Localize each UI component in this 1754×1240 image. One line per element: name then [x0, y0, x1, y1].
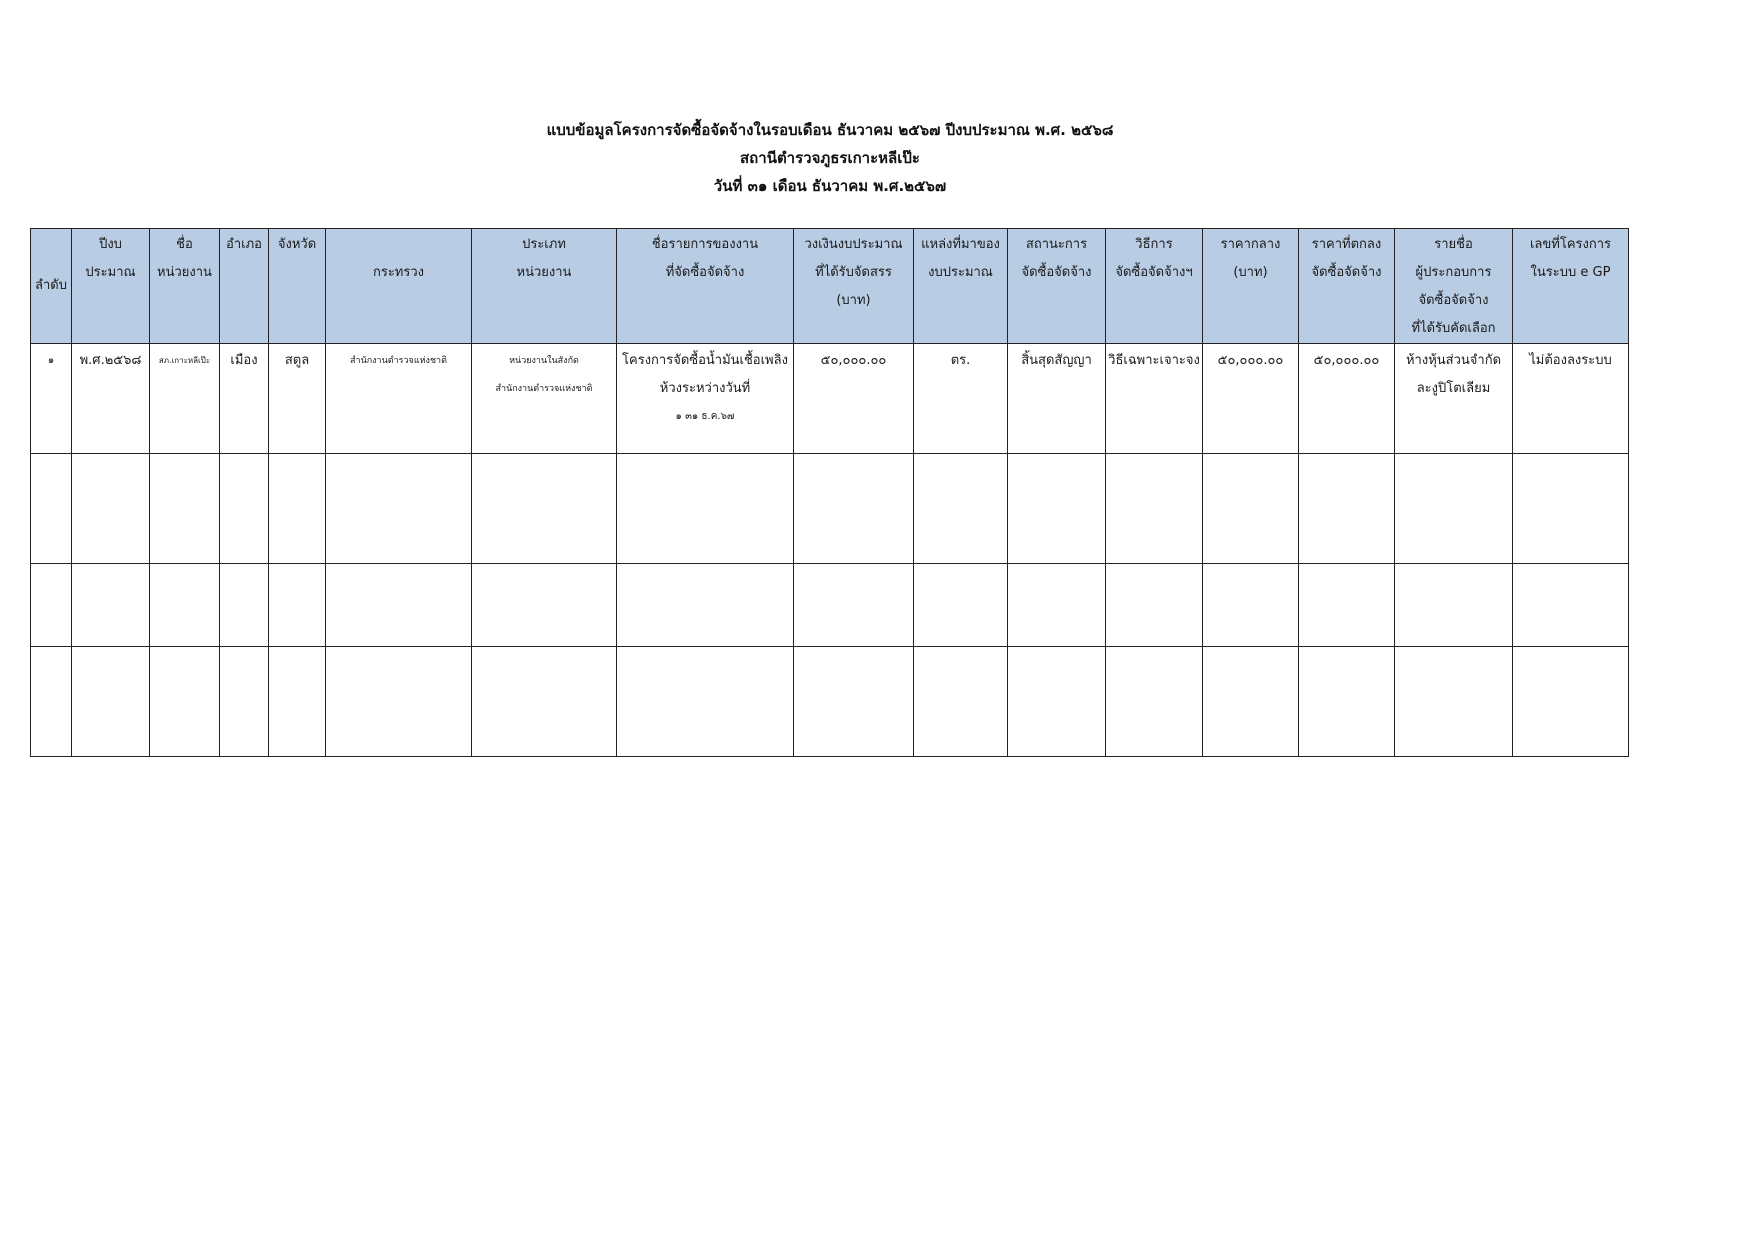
empty-cell — [220, 647, 269, 757]
empty-cell — [1513, 454, 1629, 564]
col-header-budget: วงเงินงบประมาณ ที่ได้รับจัดสรร (บาท) — [794, 229, 914, 344]
document-title — [0, 116, 1660, 200]
empty-cell — [914, 454, 1008, 564]
col-header-ministry: กระทรวง — [326, 229, 472, 344]
table-row-empty — [31, 564, 1629, 647]
cell-method: วิธีเฉพาะเจาะจง — [1106, 344, 1203, 454]
table-header-row — [31, 229, 1629, 344]
empty-cell — [220, 564, 269, 647]
cell-fiscal-year: พ.ศ.๒๕๖๘ — [72, 344, 150, 454]
cell-item: โครงการจัดซื้อน้ำมันเชื้อเพลิง ห้วงระหว่างวันที่ ๑ ๓๑ ธ.ค.๖๗ — [617, 344, 794, 454]
cell-egp-number: ไม่ต้องลงระบบ — [1513, 344, 1629, 454]
empty-cell — [1008, 454, 1106, 564]
col-header-province: จังหวัด — [269, 229, 326, 344]
cell-agreed-price: ๕๐,๐๐๐.๐๐ — [1299, 344, 1395, 454]
cell-province: สตูล — [269, 344, 326, 454]
empty-cell — [269, 564, 326, 647]
empty-cell — [1106, 454, 1203, 564]
cell-median-price: ๕๐,๐๐๐.๐๐ — [1203, 344, 1299, 454]
col-header-agreed-price: ราคาที่ตกลง จัดซื้อจัดจ้าง — [1299, 229, 1395, 344]
cell-agency-type: หน่วยงานในสังกัด สำนักงานตำรวจแห่งชาติ — [472, 344, 617, 454]
empty-cell — [1513, 564, 1629, 647]
empty-cell — [617, 454, 794, 564]
col-header-district: อำเภอ — [220, 229, 269, 344]
empty-cell — [1395, 647, 1513, 757]
empty-cell — [1299, 647, 1395, 757]
empty-cell — [794, 454, 914, 564]
empty-cell — [472, 647, 617, 757]
empty-cell — [31, 647, 72, 757]
title-line-2: สถานีตำรวจภูธรเกาะหลีเป๊ะ — [740, 149, 920, 167]
col-header-agency-type: ประเภท หน่วยงาน — [472, 229, 617, 344]
empty-cell — [1395, 564, 1513, 647]
col-header-method: วิธีการ จัดซื้อจัดจ้างฯ — [1106, 229, 1203, 344]
empty-cell — [1106, 564, 1203, 647]
empty-cell — [1299, 454, 1395, 564]
cell-budget: ๕๐,๐๐๐.๐๐ — [794, 344, 914, 454]
empty-cell — [269, 454, 326, 564]
empty-cell — [1008, 647, 1106, 757]
empty-cell — [1203, 454, 1299, 564]
empty-cell — [1203, 647, 1299, 757]
empty-cell — [1106, 647, 1203, 757]
col-header-egp-number: เลขที่โครงการ ในระบบ e GP — [1513, 229, 1629, 344]
table-row-empty — [31, 454, 1629, 564]
procurement-table — [30, 228, 1629, 757]
empty-cell — [472, 564, 617, 647]
col-header-status: สถานะการ จัดซื้อจัดจ้าง — [1008, 229, 1106, 344]
empty-cell — [150, 647, 220, 757]
title-line-3: วันที่ ๓๑ เดือน ธันวาคม พ.ศ.๒๕๖๗ — [713, 177, 947, 195]
empty-cell — [1299, 564, 1395, 647]
empty-cell — [1203, 564, 1299, 647]
empty-cell — [220, 454, 269, 564]
table-row-empty — [31, 647, 1629, 757]
cell-no: ๑ — [31, 344, 72, 454]
empty-cell — [72, 647, 150, 757]
cell-district: เมือง — [220, 344, 269, 454]
empty-cell — [1008, 564, 1106, 647]
empty-cell — [1513, 647, 1629, 757]
cell-agency: สภ.เกาะหลีเป๊ะ — [150, 344, 220, 454]
empty-cell — [72, 564, 150, 647]
col-header-item: ชื่อรายการของงาน ที่จัดซื้อจัดจ้าง — [617, 229, 794, 344]
empty-cell — [617, 564, 794, 647]
empty-cell — [31, 564, 72, 647]
empty-cell — [326, 647, 472, 757]
empty-cell — [472, 454, 617, 564]
col-header-median-price: ราคากลาง (บาท) — [1203, 229, 1299, 344]
empty-cell — [794, 647, 914, 757]
empty-cell — [150, 454, 220, 564]
empty-cell — [794, 564, 914, 647]
cell-vendor: ห้างหุ้นส่วนจำกัด ละงูปิโตเลียม — [1395, 344, 1513, 454]
empty-cell — [326, 564, 472, 647]
empty-cell — [150, 564, 220, 647]
cell-ministry: สำนักงานตำรวจแห่งชาติ — [326, 344, 472, 454]
table-row — [31, 344, 1629, 454]
empty-cell — [1395, 454, 1513, 564]
empty-cell — [914, 564, 1008, 647]
empty-cell — [269, 647, 326, 757]
empty-cell — [326, 454, 472, 564]
col-header-vendor: รายชื่อ ผู้ประกอบการ จัดซื้อจัดจ้าง ที่ได้รับคัดเลือก — [1395, 229, 1513, 344]
empty-cell — [914, 647, 1008, 757]
col-header-no: ลำดับ — [31, 229, 72, 344]
col-header-budget-source: แหล่งที่มาของ งบประมาณ — [914, 229, 1008, 344]
col-header-fiscal-year: ปีงบ ประมาณ — [72, 229, 150, 344]
cell-budget-source: ตร. — [914, 344, 1008, 454]
empty-cell — [31, 454, 72, 564]
title-line-1: แบบข้อมูลโครงการจัดซื้อจัดจ้างในรอบเดือน ธันวาคม ๒๕๖๗ ปีงบประมาณ พ.ศ. ๒๕๖๘ — [546, 121, 1114, 139]
cell-status: สิ้นสุดสัญญา — [1008, 344, 1106, 454]
col-header-agency: ชื่อ หน่วยงาน — [150, 229, 220, 344]
empty-cell — [617, 647, 794, 757]
empty-cell — [72, 454, 150, 564]
